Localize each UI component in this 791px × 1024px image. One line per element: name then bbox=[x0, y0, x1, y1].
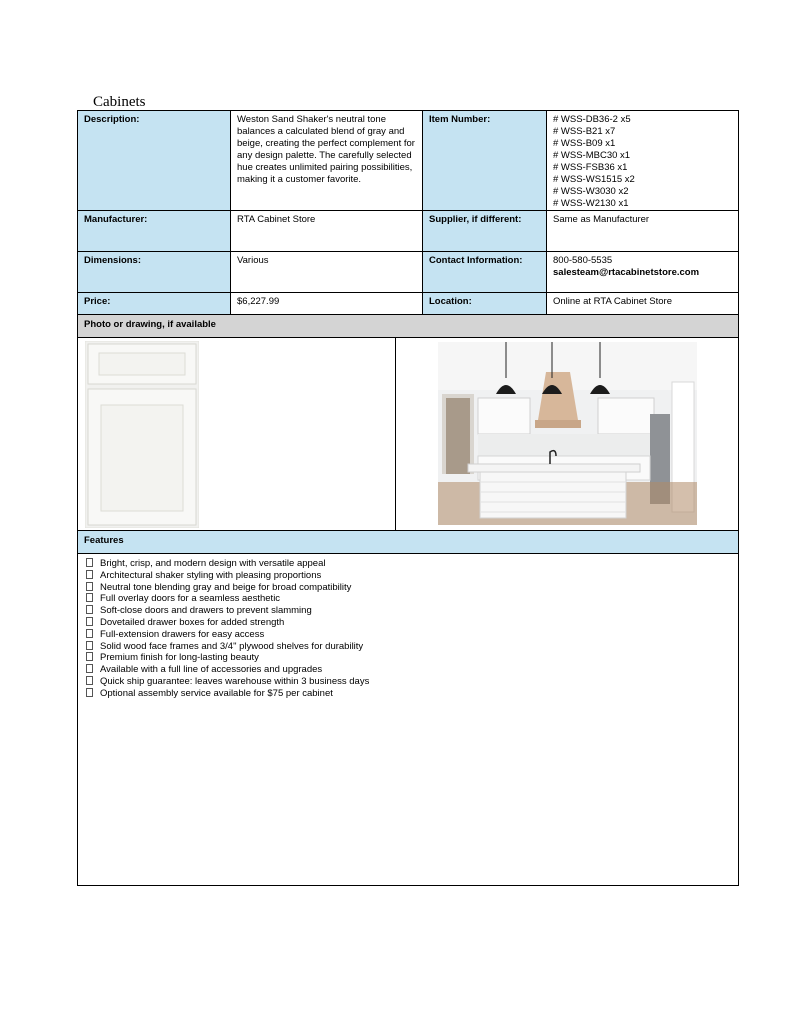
checkbox-icon bbox=[86, 641, 93, 650]
feature-item: Full-extension drawers for easy access bbox=[86, 629, 369, 641]
checkbox-icon bbox=[86, 605, 93, 614]
item-number-label: Item Number: bbox=[422, 111, 546, 210]
door-sample-cell bbox=[78, 338, 396, 530]
checkbox-icon bbox=[86, 688, 93, 697]
checkbox-icon bbox=[86, 593, 93, 602]
checkbox-icon bbox=[86, 570, 93, 579]
cabinet-spec-table bbox=[77, 110, 739, 886]
price-value: $6,227.99 bbox=[230, 293, 422, 314]
location-label: Location: bbox=[422, 293, 546, 314]
location-value: Online at RTA Cabinet Store bbox=[546, 293, 738, 314]
price-row bbox=[78, 293, 738, 315]
cabinet-door-image bbox=[85, 341, 199, 528]
item-number-entry: # WSS-WS1515 x2 bbox=[553, 174, 635, 185]
checkbox-icon bbox=[86, 629, 93, 638]
features-header: Features bbox=[78, 531, 738, 554]
contact-label: Contact Information: bbox=[422, 252, 546, 292]
item-number-entry: # WSS-FSB36 x1 bbox=[553, 162, 628, 173]
description-row bbox=[78, 111, 738, 211]
price-label: Price: bbox=[78, 293, 230, 314]
feature-item: Dovetailed drawer boxes for added strength bbox=[86, 617, 369, 629]
dimensions-label: Dimensions: bbox=[78, 252, 230, 292]
manufacturer-value: RTA Cabinet Store bbox=[230, 211, 422, 251]
item-number-entry: # WSS-B09 x1 bbox=[553, 138, 616, 149]
feature-item: Quick ship guarantee: leaves warehouse within 3 business days bbox=[86, 676, 369, 688]
contact-info bbox=[546, 252, 738, 292]
item-number-entry: # WSS-W3030 x2 bbox=[553, 186, 629, 197]
photo-section-header: Photo or drawing, if available bbox=[78, 315, 738, 338]
kitchen-photo bbox=[438, 342, 697, 525]
checkbox-icon bbox=[86, 664, 93, 673]
feature-item: Architectural shaker styling with pleasing proportions bbox=[86, 570, 369, 582]
feature-item: Optional assembly service available for $75 per cabinet bbox=[86, 688, 369, 700]
feature-item: Solid wood face frames and 3/4" plywood shelves for durability bbox=[86, 641, 369, 653]
dimensions-value: Various bbox=[230, 252, 422, 292]
feature-item: Available with a full line of accessories and upgrades bbox=[86, 664, 369, 676]
feature-item: Soft-close doors and drawers to prevent slamming bbox=[86, 605, 369, 617]
item-number-list bbox=[546, 111, 738, 210]
item-number-entry: # WSS-MBC30 x1 bbox=[553, 150, 631, 161]
feature-item: Premium finish for long-lasting beauty bbox=[86, 652, 369, 664]
supplier-value: Same as Manufacturer bbox=[546, 211, 738, 251]
contact-email[interactable]: salesteam@rtacabinetstore.com bbox=[553, 267, 700, 278]
photo-row bbox=[78, 338, 738, 531]
checkbox-icon bbox=[86, 617, 93, 626]
feature-item: Full overlay doors for a seamless aesthetic bbox=[86, 593, 369, 605]
checkbox-icon bbox=[86, 652, 93, 661]
feature-item: Neutral tone blending gray and beige for broad compatibility bbox=[86, 582, 369, 594]
manufacturer-row bbox=[78, 211, 738, 252]
item-number-entry: # WSS-B21 x7 bbox=[553, 126, 616, 137]
item-number-entry: # WSS-W2130 x1 bbox=[553, 198, 629, 209]
feature-item: Bright, crisp, and modern design with versatile appeal bbox=[86, 558, 369, 570]
supplier-label: Supplier, if different: bbox=[422, 211, 546, 251]
description-value: Weston Sand Shaker's neutral tone balances a calculated blend of gray and beige, creating the perfect complement for any design palette. The carefully selected hue creates unlimited pairing possibilities, making it a customer favorite. bbox=[230, 111, 422, 210]
checkbox-icon bbox=[86, 582, 93, 591]
contact-phone: 800-580-5535 bbox=[553, 255, 613, 266]
checkbox-icon bbox=[86, 558, 93, 567]
checkbox-icon bbox=[86, 676, 93, 685]
dimensions-row bbox=[78, 252, 738, 293]
item-number-entry: # WSS-DB36-2 x5 bbox=[553, 114, 631, 125]
features-list bbox=[86, 558, 369, 700]
manufacturer-label: Manufacturer: bbox=[78, 211, 230, 251]
description-label: Description: bbox=[78, 111, 230, 210]
page-title: Cabinets bbox=[93, 94, 146, 110]
